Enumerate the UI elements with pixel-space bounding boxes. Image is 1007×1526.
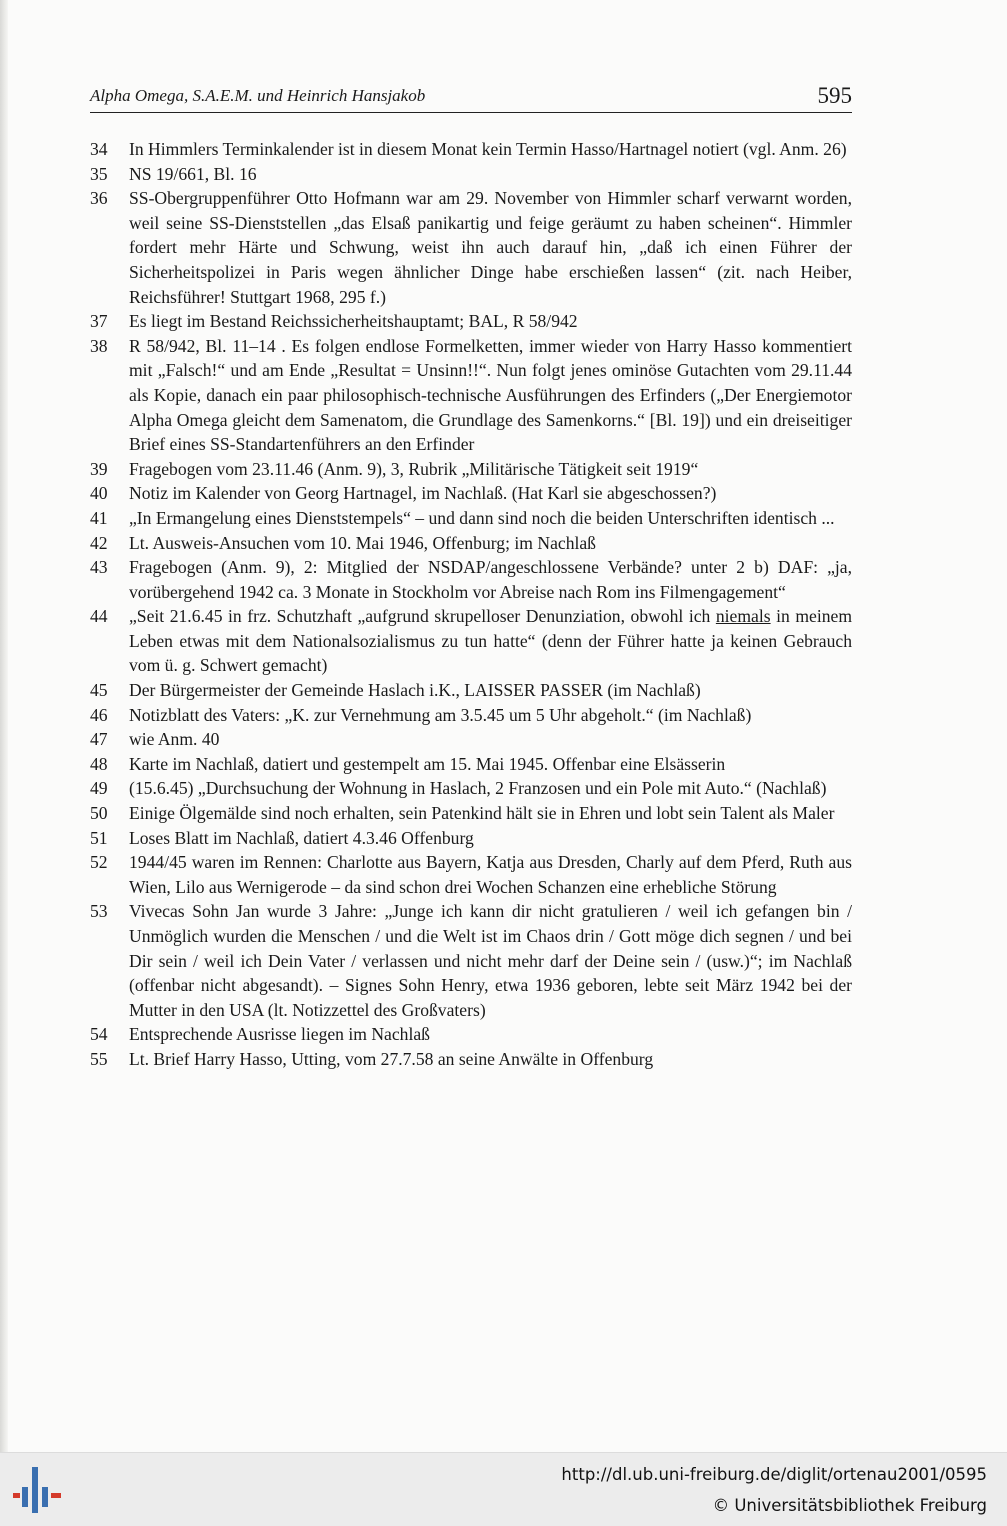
endnote-50 <box>90 801 852 826</box>
endnote-text: In Himmlers Terminkalender ist in diesem Monat kein Termin Hasso/Hartnagel notiert (vgl. Anm. 26) <box>129 139 847 159</box>
endnote-number: 35 <box>90 163 108 184</box>
endnote-number: 52 <box>90 852 108 873</box>
endnote-45 <box>90 678 852 703</box>
endnote-number: 42 <box>90 532 108 553</box>
endnote-51 <box>90 826 852 851</box>
endnote-49 <box>90 776 852 801</box>
endnote-text: Notizblatt des Vaters: „K. zur Vernehmung am 3.5.45 um 5 Uhr abgeholt.“ (im Nachlaß) <box>129 704 752 725</box>
endnote-number: 50 <box>90 803 108 824</box>
endnote-text: Fragebogen vom 23.11.46 (Anm. 9), 3, Rubrik „Militärische Tätigkeit seit 1919“ <box>129 458 699 479</box>
endnote-text: Lt. Brief Harry Hasso, Utting, vom 27.7.58 an seine Anwälte in Offenburg <box>129 1048 654 1069</box>
endnote-text: „In Ermangelung eines Dienststempels“ – und dann sind noch die beiden Unterschriften identisch ... <box>129 507 835 528</box>
endnote-text: Einige Ölgemälde sind noch erhalten, sein Patenkind hält sie in Ehren und lobt sein Talent als Maler <box>129 803 835 824</box>
endnote-number: 54 <box>90 1024 108 1045</box>
endnote-43 <box>90 555 852 604</box>
endnote-54 <box>90 1022 852 1047</box>
endnote-47 <box>90 727 852 752</box>
endnote-number: 40 <box>90 483 108 504</box>
endnote-52 <box>90 850 852 899</box>
endnote-41 <box>90 506 852 531</box>
endnote-text: (15.6.45) „Durchsuchung der Wohnung in Haslach, 2 Franzosen und ein Pole mit Auto.“ (Nachlaß) <box>129 778 827 799</box>
endnote-text: Loses Blatt im Nachlaß, datiert 4.3.46 Offenburg <box>129 827 474 848</box>
running-head <box>90 82 852 113</box>
endnote-number: 38 <box>90 335 108 356</box>
permalink-url[interactable]: http://dl.ub.uni-freiburg.de/diglit/ortenau2001/0595 <box>561 1465 987 1484</box>
page-edge-shadow <box>0 0 8 1452</box>
endnote-number: 47 <box>90 729 108 750</box>
viewer-footer <box>0 1452 1007 1526</box>
endnote-text: Es liegt im Bestand Reichssicherheitshauptamt; BAL, R 58/942 <box>129 311 578 332</box>
endnote-number: 41 <box>90 507 108 528</box>
endnote-number: 43 <box>90 557 108 578</box>
logo-bar-left <box>22 1487 28 1507</box>
endnote-number: 53 <box>90 901 108 922</box>
endnote-42 <box>90 531 852 556</box>
running-head-title: Alpha Omega, S.A.E.M. und Heinrich Hansjakob <box>90 86 426 105</box>
endnote-text: wie Anm. 40 <box>129 729 220 750</box>
endnote-text: R 58/942, Bl. 11–14 . Es folgen endlose Formelketten, immer wieder von Harry Hasso kommentiert mit „Falsch!“ und am Ende „Resultat = Unsinn!!“. Nun folgt jenes ominöse Gutachten vom 29.11.44 als Kopie, danach ein paar philosophisch-technische Ausführungen des Erfinders („Der Energiemotor Alpha Omega gleicht dem Samenatom, die Grundlage des Samenkorns.“ [Bl. 19]) und ein dreiseitiger Brief eines SS-Standartenführers an den Erfinder <box>129 335 852 455</box>
endnote-text: SS-Obergruppenführer Otto Hofmann war am 29. November von Himmler scharf verwarnt worden, weil seine SS-Dienststellen „das Elsaß panikartig und feige geräumt zu haben scheinen“. Himmler fordert mehr Härte und Schwung, weist ihn auch darauf hin, „daß ich einen Führer der Sicherheitspolizei in Paris wegen ähnlicher Dinge habe erschießen lassen“ (zit. nach Heiber, Reichsführer! Stuttgart 1968, 295 f.) <box>129 188 852 307</box>
ub-freiburg-logo-icon <box>12 1465 64 1515</box>
endnote-34 <box>90 137 852 162</box>
page-number: 595 <box>817 83 852 108</box>
endnote-number: 34 <box>90 139 108 159</box>
endnote-text-part: „Seit 21.6.45 in frz. Schutzhaft „aufgrund skrupelloser Denunziation, obwohl ich <box>129 606 716 627</box>
endnote-text: Fragebogen (Anm. 9), 2: Mitglied der NSDAP/angeschlossene Verbände? unter 2 b) DAF: „ja, vorübergehend 1942 ca. 3 Monate in Stockholm vor Abreise nach Rom ins Filmengagement“ <box>129 557 852 602</box>
endnote-text: Notiz im Kalender von Georg Hartnagel, im Nachlaß. (Hat Karl sie abgeschossen?) <box>129 483 717 504</box>
endnote-38 <box>90 334 852 457</box>
endnote-number: 45 <box>90 680 108 701</box>
endnote-text: NS 19/661, Bl. 16 <box>129 163 257 184</box>
endnote-number: 49 <box>90 778 108 799</box>
endnote-underlined-word: niemals <box>715 606 771 627</box>
endnote-number: 44 <box>90 606 108 627</box>
logo-dash-left <box>13 1493 20 1498</box>
logo-dash-right <box>51 1493 61 1498</box>
endnote-number: 48 <box>90 753 108 774</box>
endnote-39 <box>90 457 852 482</box>
endnote-text: Vivecas Sohn Jan wurde 3 Jahre: „Junge ich kann dir nicht gratulieren / weil ich gefangen bin / Unmöglich wurden die Menschen / und die Welt ist im Chaos drin / Gott möge dich segnen / und bei Dir sein / weil ich Dein Vater / verlassen und nicht mehr darf der Deine sein / (usw.)“; im Nachlaß (offenbar nicht abgesandt). – Signes Sohn Henry, etwa 1936 geboren, lebte seit März 1942 bei der Mutter in den USA (lt. Notizzettel des Großvaters) <box>129 901 852 1020</box>
endnote-text: Karte im Nachlaß, datiert und gestempelt am 15. Mai 1945. Offenbar eine Elsässerin <box>129 753 726 774</box>
endnote-text <box>129 604 852 678</box>
endnote-number: 36 <box>90 188 108 209</box>
endnote-number: 51 <box>90 827 108 848</box>
endnote-55 <box>90 1047 852 1072</box>
endnote-35 <box>90 162 852 187</box>
logo-bar-center <box>32 1467 38 1513</box>
endnote-number: 55 <box>90 1048 108 1069</box>
endnote-37 <box>90 309 852 334</box>
endnotes-list <box>90 137 852 1072</box>
copyright-notice: © Universitätsbibliothek Freiburg <box>712 1496 987 1515</box>
endnote-40 <box>90 481 852 506</box>
endnote-number: 46 <box>90 704 108 725</box>
endnote-text: Der Bürgermeister der Gemeinde Haslach i.K., LAISSER PASSER (im Nachlaß) <box>129 680 701 701</box>
endnote-36 <box>90 186 852 309</box>
logo-bar-right <box>42 1487 48 1507</box>
endnote-48 <box>90 752 852 777</box>
endnote-text-part: in meinem Leben etwas mit dem Nationalsozialismus zu tun hatte“ (denn der Führer hatte ja keinen Gebrauch vom ü. g. Schwert gemacht) <box>129 606 853 676</box>
endnote-44 <box>90 604 852 678</box>
endnote-text: Lt. Ausweis-Ansuchen vom 10. Mai 1946, Offenburg; im Nachlaß <box>129 532 596 553</box>
endnote-46 <box>90 703 852 728</box>
endnote-number: 37 <box>90 311 108 332</box>
endnote-text: Entsprechende Ausrisse liegen im Nachlaß <box>129 1024 430 1045</box>
endnote-text: 1944/45 waren im Rennen: Charlotte aus Bayern, Katja aus Dresden, Charly auf dem Pferd, Ruth aus Wien, Lilo aus Wernigerode – da sind schon drei Wochen Schanzen eine erhebliche Störung <box>129 852 852 897</box>
endnote-number: 39 <box>90 458 108 479</box>
endnote-53 <box>90 899 852 1022</box>
